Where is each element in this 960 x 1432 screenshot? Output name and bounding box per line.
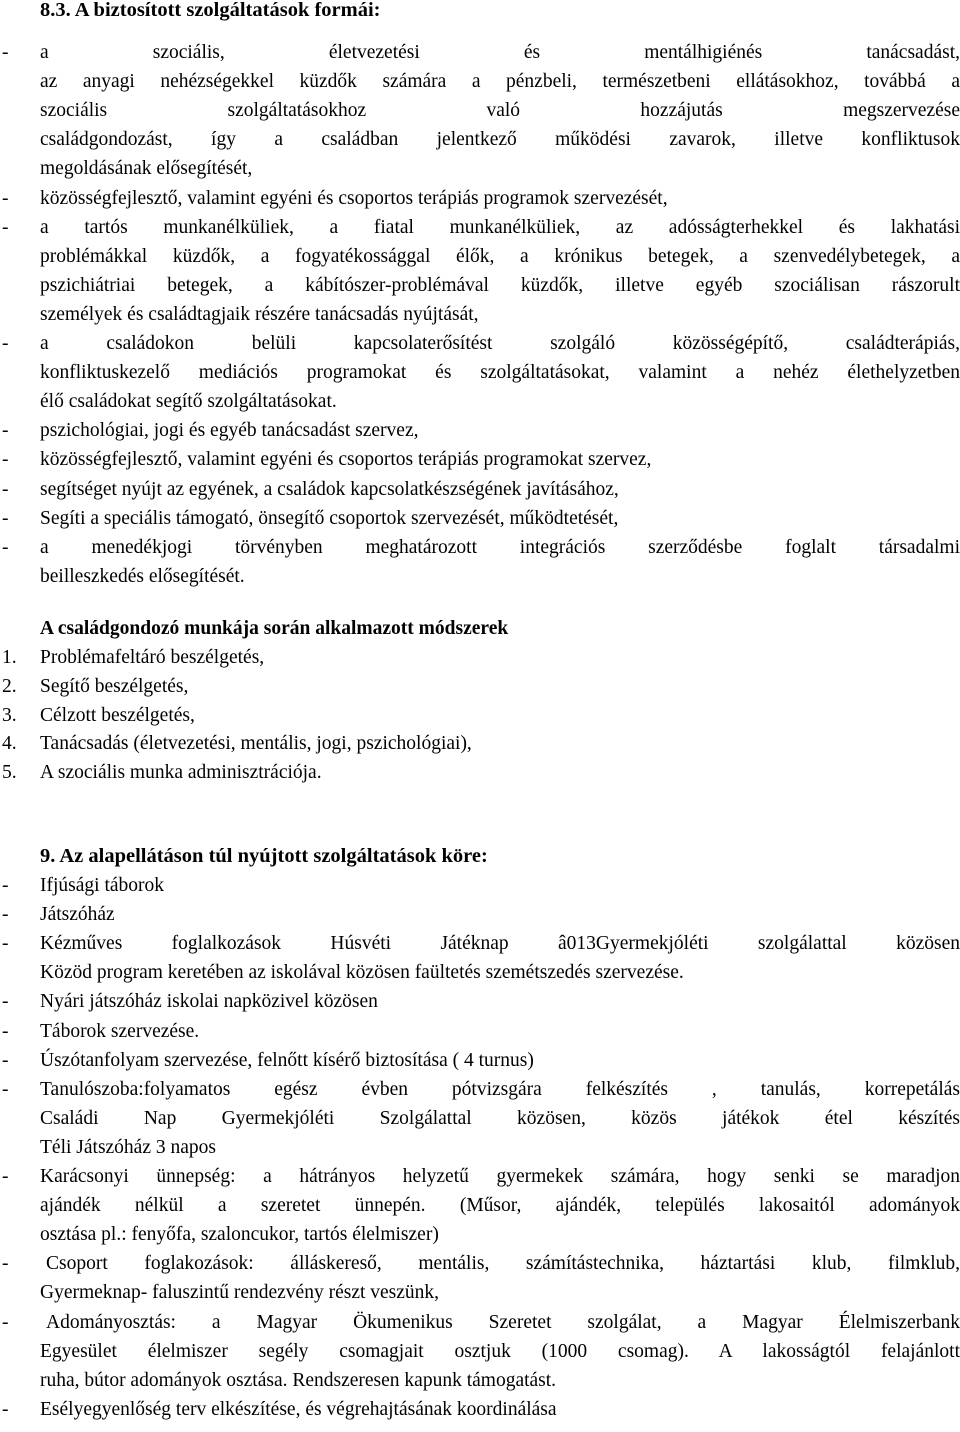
extra-service-line [0, 1017, 960, 1046]
extra-service-text: Úszótanfolyam szervezése, felnőtt kísérő biztosítása ( 4 turnus) [40, 1049, 534, 1071]
service-form-text: családgondozást, így a családban jelentkező működési zavarok, illetve konfliktusok [40, 129, 960, 151]
method-item-text: Tanácsadás (életvezetési, mentális, jogi, pszichológiai), [40, 733, 472, 755]
extra-service-line [0, 1366, 960, 1395]
service-form-line [0, 562, 960, 591]
method-item-line [0, 758, 960, 787]
bullet-marker: - [2, 904, 9, 926]
service-form-text: problémákkal küzdők, a fogyatékossággal élők, a krónikus betegek, a szenvedélybetegek, a [40, 245, 960, 267]
method-item-line [0, 672, 960, 701]
methods-heading [0, 614, 960, 643]
extra-service-text: Tanulószoba:folyamatos egész évben pótvizsgára felkészítés , tanulás, korrepetálás [40, 1078, 960, 1100]
extra-service-line [0, 1162, 960, 1191]
bullet-marker: - [2, 333, 9, 354]
extra-service-line [0, 929, 960, 958]
extra-service-line [0, 1046, 960, 1075]
service-form-text: konfliktuskezelő mediációs programokat és szolgáltatásokat, valamint a nehéz élethelyzetben [40, 362, 960, 384]
bullet-marker: - [2, 991, 9, 1013]
bullet-marker: - [2, 478, 9, 500]
service-form-line [0, 271, 960, 300]
extra-service-line [0, 1395, 960, 1424]
bullet-marker: - [2, 187, 9, 209]
service-form-line [0, 154, 960, 183]
service-form-line [0, 416, 960, 445]
method-item-line [0, 643, 960, 672]
service-form-text: a tartós munkanélküliek, a fiatal munkanélküliek, az adósságterhekkel és lakhatási [40, 216, 960, 238]
extra-service-text: Játszóház [40, 904, 115, 926]
extra-service-text: Nyári játszóház iskolai napközivel közösen [40, 991, 378, 1013]
bullet-marker: 1. [2, 647, 17, 668]
extra-service-text: Karácsonyi ünnepség: a hátrányos helyzetű gyermekek számára, hogy senki se maradjon [40, 1166, 960, 1187]
service-form-line [0, 329, 960, 358]
service-form-text: megoldásának elősegítését, [40, 158, 253, 180]
extra-service-line [0, 987, 960, 1016]
bullet-marker: 5. [2, 762, 17, 784]
extra-service-line [0, 1104, 960, 1133]
extra-service-line [0, 871, 960, 900]
service-form-line [0, 96, 960, 125]
bullet-marker: - [2, 1398, 9, 1420]
method-item-line [0, 701, 960, 730]
extra-service-line [0, 1220, 960, 1249]
bullet-marker: - [2, 1253, 9, 1275]
service-form-text: a szociális, életvezetési és mentálhigiénés tanácsadást, [40, 42, 960, 63]
bullet-marker: - [2, 1078, 9, 1100]
extra-service-text: osztása pl.: fenyőfa, szaloncukor, tartós élelmiszer) [40, 1224, 439, 1246]
extra-service-text: ajándék nélkül a szeretet ünnepén. (Műsor, ajándék, település lakosaitól adományok [40, 1195, 960, 1217]
service-form-line [0, 213, 960, 242]
service-form-line [0, 533, 960, 562]
bullet-marker: - [2, 933, 9, 955]
bullet-marker: - [2, 216, 9, 238]
service-form-text: beilleszkedés elősegítését. [40, 565, 245, 587]
section-8-3-title: 8.3. A biztosított szolgáltatások formái: [40, 0, 381, 21]
service-form-text: közösségfejlesztő, valamint egyéni és csoportos terápiás programok szervezését, [40, 187, 668, 209]
extra-service-line [0, 1337, 960, 1366]
service-form-text: személyek és családtagjaik részére tanácsadás nyújtását, [40, 303, 479, 325]
method-item-text: A szociális munka adminisztrációja. [40, 762, 322, 784]
service-form-line [0, 300, 960, 329]
extra-service-line [0, 900, 960, 929]
service-form-line [0, 184, 960, 213]
extra-service-line [0, 1278, 960, 1307]
bullet-marker: - [2, 420, 9, 442]
method-item-text: Problémafeltáró beszélgetés, [40, 647, 265, 668]
method-item-text: Segítő beszélgetés, [40, 675, 189, 697]
service-form-line [0, 242, 960, 271]
service-form-text: Segíti a speciális támogató, önsegítő csoportok szervezését, működtetését, [40, 507, 619, 529]
bullet-marker: - [2, 1311, 9, 1333]
extra-service-text: ruha, bútor adományok osztása. Rendszeresen kapunk támogatást. [40, 1369, 557, 1391]
extra-service-line [0, 1191, 960, 1220]
service-form-line [0, 67, 960, 96]
extra-service-text: Csoport foglakozások: álláskereső, mentális, számítástechnika, háztartási klub, filmklub, [46, 1253, 960, 1275]
bullet-marker: 2. [2, 675, 17, 697]
extra-service-line [0, 958, 960, 987]
extra-service-text: Kézműves foglalkozások Húsvéti Játéknap â013Gyermekjóléti szolgálattal közösen [40, 933, 960, 955]
service-form-text: pszichológiai, jogi és egyéb tanácsadást szervez, [40, 420, 419, 442]
service-form-text: szociális szolgáltatásokhoz való hozzájutás megszervezése [40, 100, 960, 122]
bullet-marker: 4. [2, 733, 17, 755]
extra-service-text: Esélyegyenlőség terv elkészítése, és végrehajtásának koordinálása [40, 1398, 557, 1420]
service-form-line [0, 445, 960, 474]
bullet-marker: - [2, 507, 9, 529]
extra-service-line [0, 1075, 960, 1104]
service-form-line [0, 125, 960, 154]
service-form-text: a családokon belüli kapcsolaterősítést szolgáló közösségépítő, családterápiás, [40, 333, 960, 354]
extra-service-text: Adományosztás: a Magyar Ökumenikus Szeretet szolgálat, a Magyar Élelmiszerbank [46, 1311, 960, 1333]
bullet-marker: - [2, 42, 9, 63]
extra-service-text: Téli Játszóház 3 napos [40, 1136, 216, 1158]
bullet-marker: 3. [2, 704, 17, 726]
service-form-line [0, 504, 960, 533]
service-form-text: az anyagi nehézségekkel küzdők számára a pénzbeli, természetbeni ellátásokhoz, továbbá a [40, 71, 960, 93]
bullet-marker: - [2, 1020, 9, 1042]
bullet-marker: - [2, 1049, 9, 1071]
extra-service-line [0, 1249, 960, 1278]
service-form-text: közösségfejlesztő, valamint egyéni és csoportos terápiás programokat szervez, [40, 449, 652, 471]
method-item-text: Célzott beszélgetés, [40, 704, 195, 726]
section-9-title: 9. Az alapellátáson túl nyújtott szolgáltatások köre: [40, 845, 488, 867]
service-form-text: élő családokat segítő szolgáltatásokat. [40, 391, 337, 413]
service-form-text: pszichiátriai betegek, a kábítószer-problémával küzdők, illetve egyéb szociálisan rászorult [40, 274, 960, 296]
extra-service-line [0, 1133, 960, 1162]
extra-service-line [0, 1308, 960, 1337]
bullet-marker: - [2, 1166, 9, 1187]
extra-service-text: Táborok szervezése. [40, 1020, 200, 1042]
bullet-marker: - [2, 449, 9, 471]
service-form-line [0, 38, 960, 67]
service-form-text: segítséget nyújt az egyének, a családok kapcsolatkészségének javításához, [40, 478, 619, 500]
extra-service-text: Családi Nap Gyermekjóléti Szolgálattal közösen, közös játékok étel készítés [40, 1107, 960, 1129]
service-form-line [0, 358, 960, 387]
extra-service-text: Ifjúsági táborok [40, 875, 165, 896]
methods-heading-text: A családgondozó munkája során alkalmazott módszerek [40, 618, 509, 639]
service-form-text: a menedékjogi törvényben meghatározott integrációs szerződésbe foglalt társadalmi [40, 536, 960, 558]
method-item-line [0, 729, 960, 758]
bullet-marker: - [2, 536, 9, 558]
service-form-line [0, 387, 960, 416]
extra-service-text: Egyesület élelmiszer segély csomagjait osztjuk (1000 csomag). A lakosságtól felajánlott [40, 1340, 960, 1362]
extra-service-text: Gyermeknap- faluszintű rendezvény részt veszünk, [40, 1282, 440, 1304]
extra-service-text: Közöd program keretében az iskolával közösen faültetés szemétszedés szervezése. [40, 962, 684, 984]
service-form-line [0, 475, 960, 504]
bullet-marker: - [2, 875, 9, 896]
